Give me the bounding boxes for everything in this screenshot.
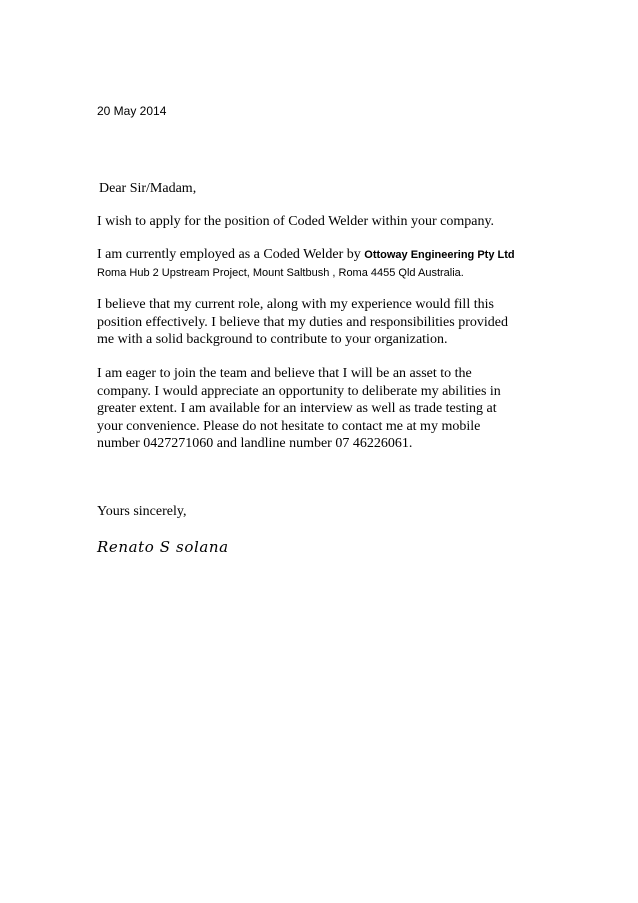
- paragraph-contact: [97, 365, 501, 453]
- paragraph-line: greater extent. I am available for an interview as well as trade testing at: [97, 401, 497, 416]
- letter-date: 20 May 2014: [97, 104, 167, 118]
- salutation: Dear Sir/Madam,: [99, 181, 197, 196]
- employer-name: Ottoway Engineering Pty Ltd: [364, 249, 515, 261]
- paragraph-line: me with a solid background to contribute to your organization.: [97, 332, 448, 347]
- paragraph-experience: [97, 296, 508, 349]
- paragraph-line: number 0427271060 and landline number 07 46226061.: [97, 436, 413, 451]
- closing: Yours sincerely,: [97, 504, 187, 519]
- paragraph-employment: [97, 246, 515, 281]
- paragraph-line: your convenience. Please do not hesitate to contact me at my mobile: [97, 418, 481, 434]
- paragraph-line: I believe that my current role, along with my experience would fill this: [97, 297, 494, 312]
- employment-lead-text: I am currently employed as a Coded Welder by: [97, 247, 365, 262]
- paragraph-line: company. I would appreciate an opportunity to deliberate my abilities in: [97, 383, 501, 399]
- employer-address: Roma Hub 2 Upstream Project, Mount Saltbush , Roma 4455 Qld Australia.: [97, 266, 464, 279]
- paragraph-line: position effectively. I believe that my duties and responsibilities provided: [97, 314, 508, 330]
- paragraph-application: I wish to apply for the position of Coded Welder within your company.: [97, 214, 495, 229]
- paragraph-line: I am eager to join the team and believe that I will be an asset to the: [97, 366, 472, 381]
- signature: Renato S solana: [97, 538, 229, 556]
